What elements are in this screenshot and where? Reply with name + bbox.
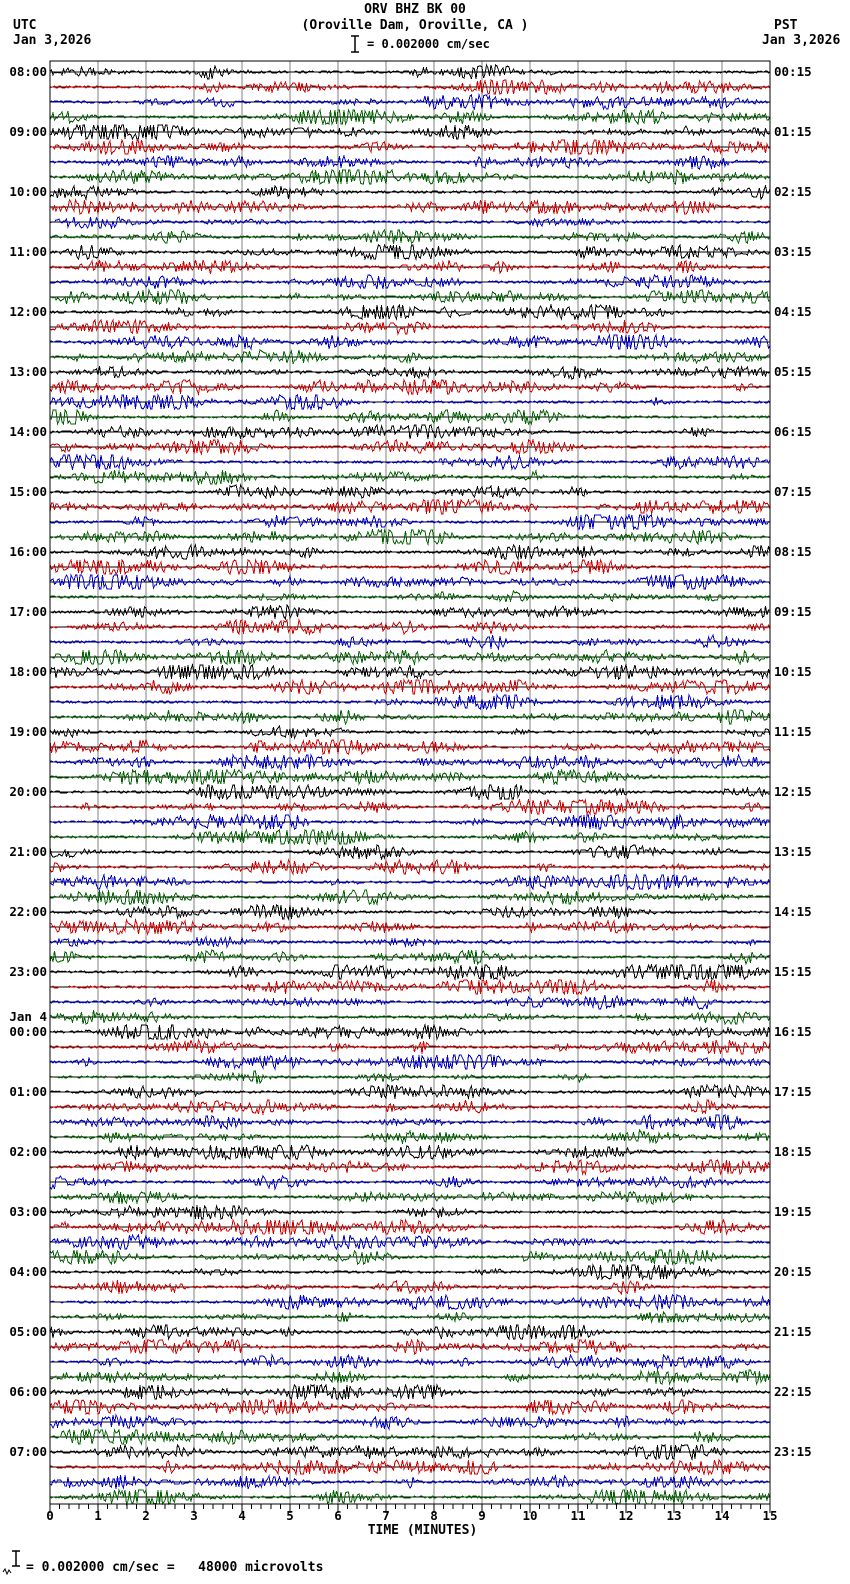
x-tick-label: 10 xyxy=(522,1508,538,1523)
pst-hour-label: 00:15 xyxy=(774,64,812,79)
x-tick-label: 14 xyxy=(714,1508,730,1523)
pst-hour-label: 05:15 xyxy=(774,364,812,379)
pst-hour-label: 03:15 xyxy=(774,244,812,259)
x-tick-label: 1 xyxy=(94,1508,102,1523)
utc-hour-label: 20:00 xyxy=(9,784,47,799)
utc-hour-label: 02:00 xyxy=(9,1144,47,1159)
x-tick-label: 12 xyxy=(618,1508,634,1523)
pst-hour-label: 06:15 xyxy=(774,424,812,439)
utc-hour-label: 21:00 xyxy=(9,844,47,859)
utc-hour-label: 12:00 xyxy=(9,304,47,319)
day-change-label: Jan 4 xyxy=(9,1009,47,1024)
pst-hour-label: 20:15 xyxy=(774,1264,812,1279)
x-tick-label: 0 xyxy=(46,1508,54,1523)
pst-hour-label: 18:15 xyxy=(774,1144,812,1159)
x-tick-label: 8 xyxy=(430,1508,438,1523)
utc-hour-label: 07:00 xyxy=(9,1444,47,1459)
x-tick-label: 2 xyxy=(142,1508,150,1523)
scale-value-label: = 0.002000 cm/sec xyxy=(367,37,490,51)
utc-hour-label: 11:00 xyxy=(9,244,47,259)
utc-hour-label: 13:00 xyxy=(9,364,47,379)
pst-hour-label: 07:15 xyxy=(774,484,812,499)
x-tick-label: 11 xyxy=(570,1508,586,1523)
utc-hour-label: 15:00 xyxy=(9,484,47,499)
pst-hour-label: 04:15 xyxy=(774,304,812,319)
x-tick-label: 13 xyxy=(666,1508,682,1523)
pst-hour-label: 16:15 xyxy=(774,1024,812,1039)
pst-hour-label: 15:15 xyxy=(774,964,812,979)
x-tick-label: 9 xyxy=(478,1508,486,1523)
trace-row xyxy=(50,1415,770,1429)
trace-row xyxy=(52,1430,771,1444)
utc-hour-label: 05:00 xyxy=(9,1324,47,1339)
utc-hour-label: 01:00 xyxy=(9,1084,47,1099)
utc-hour-label: 09:00 xyxy=(9,124,47,139)
pst-hour-label: 01:15 xyxy=(774,124,812,139)
utc-hour-label: 18:00 xyxy=(9,664,47,679)
page-title: ORV BHZ BK 00 xyxy=(364,2,466,17)
pst-hour-label: 22:15 xyxy=(774,1384,812,1399)
pst-hour-label: 08:15 xyxy=(774,544,812,559)
utc-hour-label: 03:00 xyxy=(9,1204,47,1219)
x-tick-label: 5 xyxy=(286,1508,294,1523)
x-tick-label: 3 xyxy=(190,1508,198,1523)
trace-row xyxy=(50,1160,770,1174)
x-tick-label: 7 xyxy=(382,1508,390,1523)
utc-hour-label: 00:00 xyxy=(9,1024,47,1039)
pst-hour-label: 14:15 xyxy=(774,904,812,919)
utc-hour-label: 22:00 xyxy=(9,904,47,919)
seismogram-traces xyxy=(50,65,770,1504)
pst-hour-label: 23:15 xyxy=(774,1444,812,1459)
x-tick-label: 4 xyxy=(238,1508,246,1523)
pst-hour-label: 09:15 xyxy=(774,604,812,619)
trace-row xyxy=(50,470,770,484)
x-axis-title: TIME (MINUTES) xyxy=(367,1523,478,1538)
pst-date: Jan 3,2026 xyxy=(762,33,841,48)
utc-hour-label: 19:00 xyxy=(9,724,47,739)
x-tick-label: 6 xyxy=(334,1508,342,1523)
footer-scale-bar-icon xyxy=(10,1549,22,1569)
utc-hour-label: 14:00 xyxy=(9,424,47,439)
pst-hour-label: 17:15 xyxy=(774,1084,812,1099)
utc-hour-label: 10:00 xyxy=(9,184,47,199)
pst-hour-label: 12:15 xyxy=(774,784,812,799)
pst-timezone-label: PST xyxy=(774,18,798,33)
pst-hour-label: 21:15 xyxy=(774,1324,812,1339)
utc-hour-label: 06:00 xyxy=(9,1384,47,1399)
pst-hour-label: 11:15 xyxy=(774,724,812,739)
station-location: (Oroville Dam, Oroville, CA ) xyxy=(301,18,529,33)
pst-hour-label: 02:15 xyxy=(774,184,812,199)
pst-hour-label: 19:15 xyxy=(774,1204,812,1219)
utc-hour-label: 23:00 xyxy=(9,964,47,979)
utc-timezone-label: UTC xyxy=(13,18,37,33)
utc-date: Jan 3,2026 xyxy=(13,33,92,48)
utc-hour-label: 17:00 xyxy=(9,604,47,619)
pst-hour-label: 13:15 xyxy=(774,844,812,859)
utc-hour-label: 16:00 xyxy=(9,544,47,559)
pst-hour-label: 10:15 xyxy=(774,664,812,679)
x-tick-label: 15 xyxy=(762,1508,778,1523)
utc-hour-label: 04:00 xyxy=(9,1264,47,1279)
utc-hour-label: 08:00 xyxy=(9,64,47,79)
sensitivity-note: = 0.002000 cm/sec = 48000 microvolts xyxy=(26,1560,324,1575)
